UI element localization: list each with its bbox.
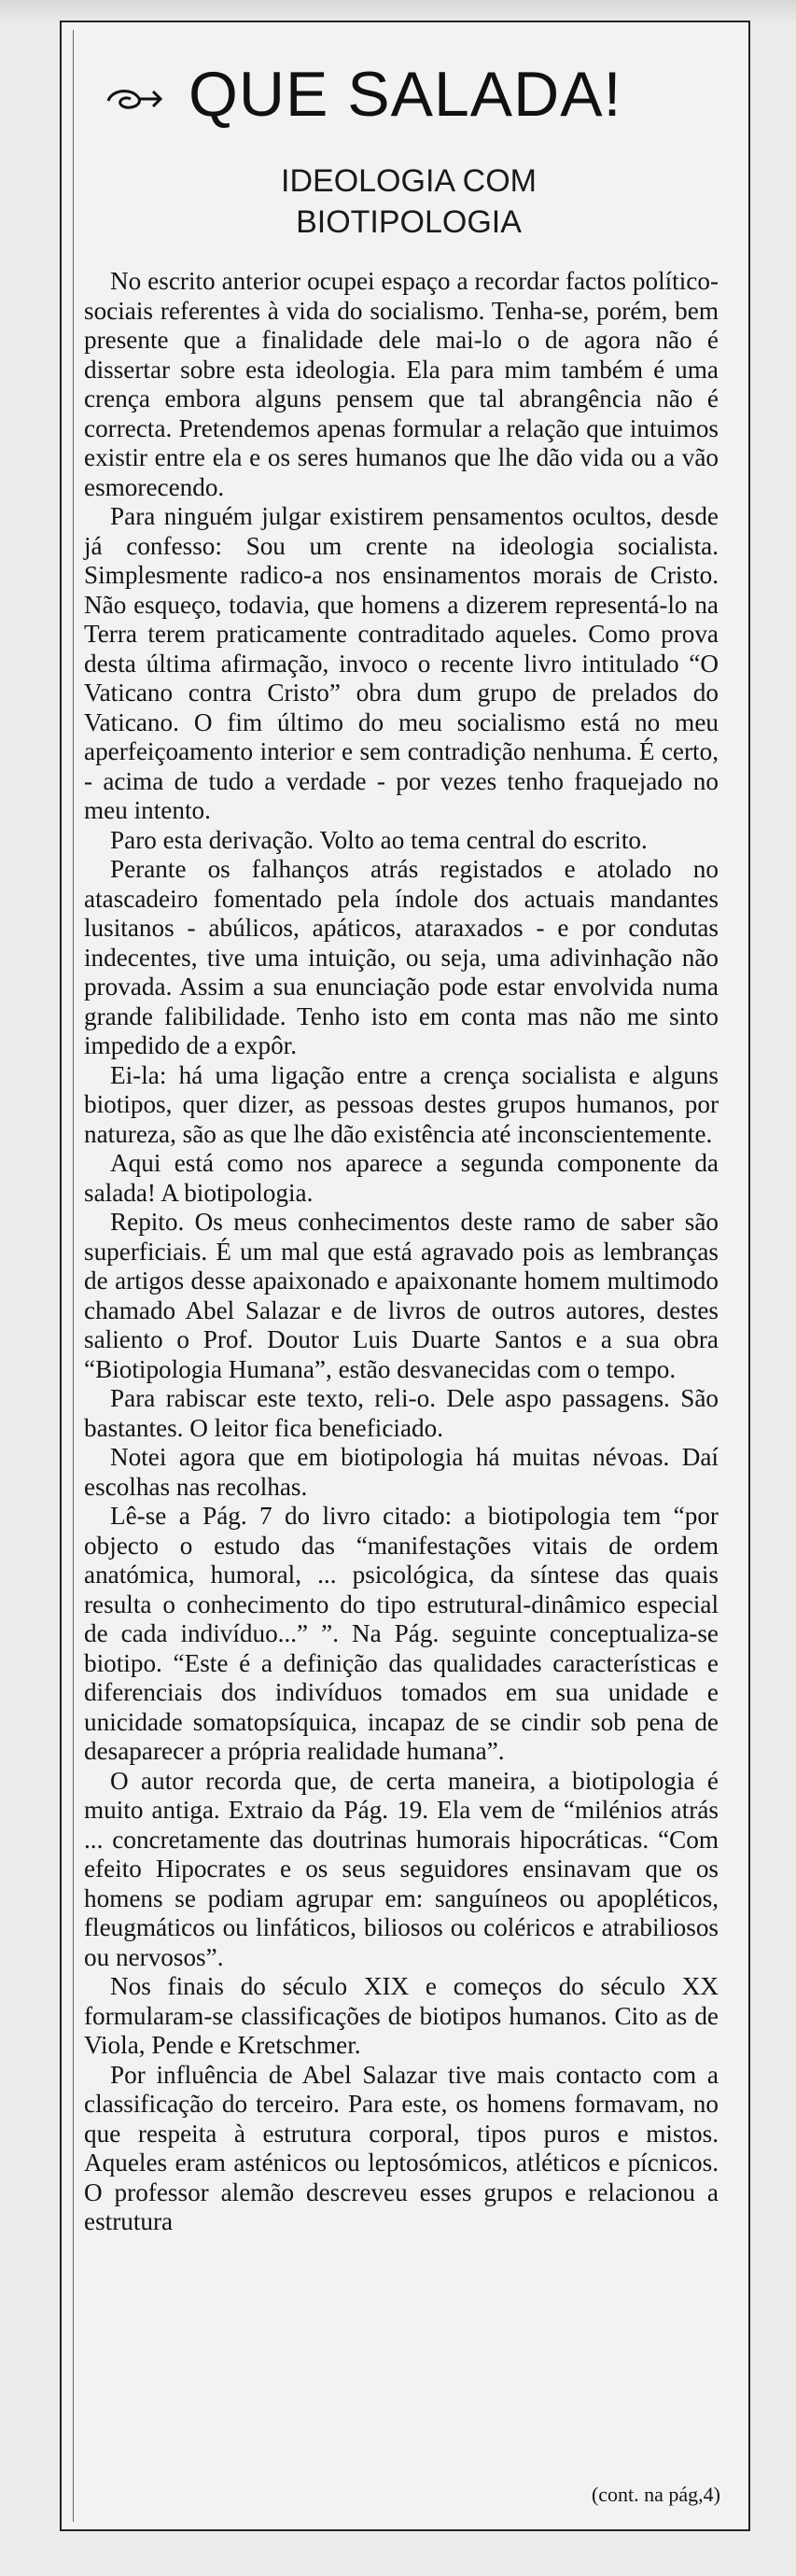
article-header <box>62 45 748 243</box>
paragraph: Repito. Os meus conhecimentos deste ramo de saber são superficiais. É um mal que está agravado pois as lembranças de artigos desse apaixonado e apaixonante homem multimodo chamado Abel Salazar e de livros de outros autores, destes saliento o Prof. Doutor Luis Duarte Santos e a sua obra “Biotipologia Humana”, estão desvanecidas com o tempo. <box>84 1208 719 1383</box>
paragraph: Ei-la: há uma ligação entre a crença socialista e alguns biotipos, quer dizer, as pessoas destes grupos humanos, por natureza, são as que lhe dão existência até inconscientemente. <box>84 1060 719 1148</box>
subtitle-line-2: BIOTIPOLOGIA <box>296 204 522 240</box>
paragraph: Para ninguém julgar existirem pensamentos ocultos, desde já confesso: Sou um crente na ideologia socialista. Simplesmente radico-a nos ensinamentos morais de Cristo. Não esqueço, todavia, que homens a dizerem representá-lo na Terra terem praticamente contraditado aqueles. Como prova desta última afirmação, invoco o recente livro intitulado “O Vaticano contra Cristo” obra dum grupo de prelados do Vaticano. O fim último do meu socialismo está no meu aperfeiçoamento interior e sem contradição nenhuma. É certo, - acima de tudo a verdade - por vezes tenho fraquejado no meu intento. <box>84 502 719 824</box>
paragraph: Por influência de Abel Salazar tive mais contacto com a classificação do terceiro. Para este, os homens formavam, no que respeita à estrutura corporal, tipos puros e mistos. Aqueles eram asténicos ou leptosómicos, atléticos e pícnicos. O professor alemão descreveu esses grupos e relacionou a estrutura <box>84 2060 719 2235</box>
paragraph: Para rabiscar este texto, reli-o. Dele aspo passagens. São bastantes. O leitor fica beneficiado. <box>84 1384 719 1442</box>
article-column <box>60 21 750 2531</box>
article-body <box>84 267 719 2237</box>
paragraph: Lê-se a Pág. 7 do livro citado: a biotipologia tem “por objecto o estudo das “manifestações vitais de ordem anatómica, humoral, ... psicológica, da síntese das quais resulta o conhecimento do tipo estrutural-dinâmico especial de cada indivíduo...” ”. Na Pág. seguinte conceptualiza-se biotipo. “Este é a definição das qualidades características e diferenciais dos indivíduos tomados em sua unidade e unicidade somatopsíquica, incapaz de se cindir sob pena de desaparecer a própria realidade humana”. <box>84 1502 719 1765</box>
paragraph: O autor recorda que, de certa maneira, a biotipologia é muito antiga. Extraio da Pág. 19. Ela vem de “milénios atrás ... concretamente das doutrinas humorais hipocráticas. “Com efeito Hipocrates e os seus seguidores ensinavam que os homens se podiam agrupar em: sanguíneos ou apopléticos, fleugmáticos ou linfáticos, biliosos ou coléricos e atrabiliosos ou nervosos”. <box>84 1766 719 1971</box>
paragraph: No escrito anterior ocupei espaço a recordar factos político-sociais referentes à vida do socialismo. Tenha-se, porém, bem presente que a finalidade dele mai-lo o de agora não é dissertar sobre esta ideologia. Ela para mim também é uma crença embora alguns pensem que tal abrangência não é correcta. Pretendemos apenas formular a relação que intuimos existir entre ela e os seres humanos que lhe dão vida ou a vão esmorecendo. <box>84 267 719 501</box>
subtitle-line-1: IDEOLOGIA COM <box>281 163 537 199</box>
paragraph: Aqui está como nos aparece a segunda componente da salada! A biotipologia. <box>84 1149 719 1207</box>
paragraph: Notei agora que em biotipologia há muitas névoas. Daí escolhas nas recolhas. <box>84 1443 719 1501</box>
continued-note: (cont. na pág,4) <box>591 2483 720 2506</box>
subtitle <box>69 161 748 243</box>
paragraph: Nos finais do século XIX e começos do século XX formularam-se classificações de biotipos humanos. Cito as de Viola, Pende e Kretschmer. <box>84 1972 719 2059</box>
paragraph: Perante os falhanços atrás registados e atolado no atascadeiro fomentado pela índole dos actuais mandantes lusitanos - abúlicos, apáticos, ataraxados - e por condutas indecentes, tive uma intuição, ou seja, uma adivinhação não provada. Assim a sua enunciação pode estar envolvida numa grande falibilidade. Tenho isto em conta mas não me sinto impedido de a expôr. <box>84 855 719 1059</box>
headline: QUE SALADA! <box>189 59 622 130</box>
paragraph: Paro esta derivação. Volto ao tema central do escrito. <box>110 825 648 854</box>
headline-row <box>62 45 748 142</box>
swirl-icon <box>103 82 164 116</box>
